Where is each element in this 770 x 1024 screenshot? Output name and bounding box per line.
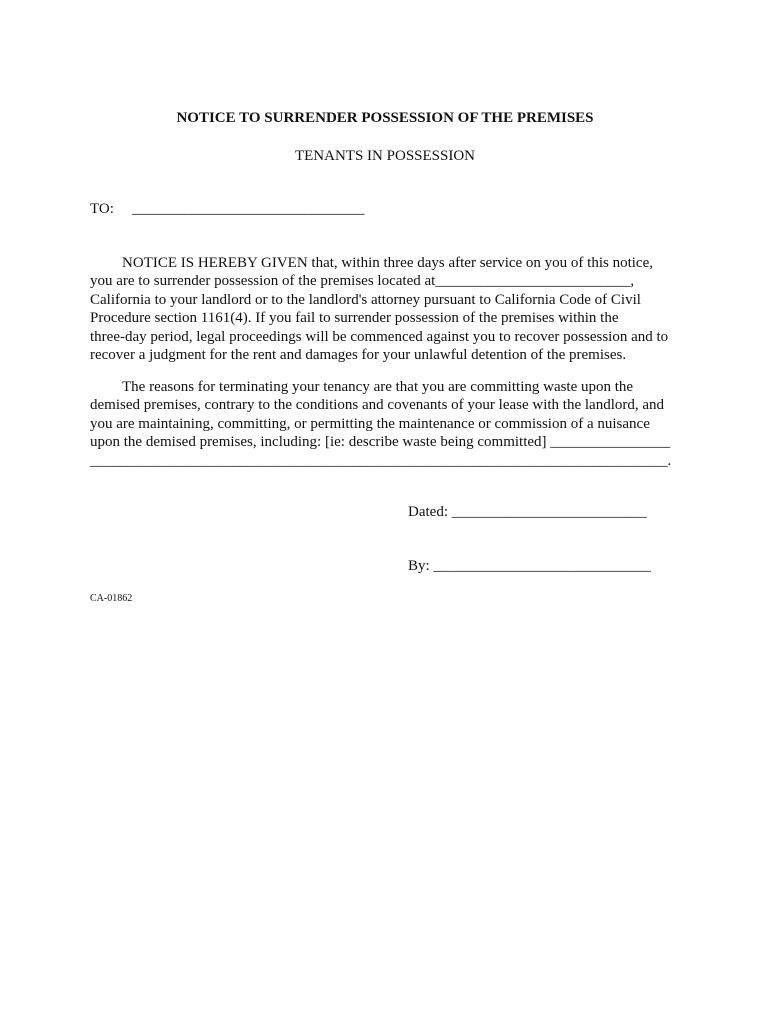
document-subtitle: TENANTS IN POSSESSION (294, 148, 476, 164)
form-id: CA-01862 (90, 593, 133, 604)
paragraph-line: The reasons for terminating your tenancy are that you are committing waste upon the (122, 379, 634, 395)
paragraph-line: three-day period, legal proceedings will be commenced against you to recover possession and to (90, 328, 669, 345)
paragraph-line: Procedure section 1161(4). If you fail to surrender possession of the premises within the (90, 310, 619, 327)
reasons-paragraph (90, 378, 680, 470)
to-label: TO: (90, 201, 114, 217)
to-blank-field: _______________________________ (131, 201, 365, 217)
to-row (90, 201, 364, 218)
paragraph-line: California to your landlord or to the landlord's attorney pursuant to California Code of Civil (90, 291, 641, 308)
signature-by-line: By: _____________________________ (408, 558, 651, 574)
paragraph-line: recover a judgment for the rent and damages for your unlawful detention of the premises. (90, 347, 627, 364)
paragraph-line: you are maintaining, committing, or permitting the maintenance or commission of a nuisance (90, 415, 650, 432)
paragraph-line: demised premises, contrary to the conditions and covenants of your lease with the landlord, and (90, 397, 665, 414)
paragraph-line: upon the demised premises, including: [ie: describe waste being committed] ________________ (90, 434, 671, 451)
paragraph-line: you are to surrender possession of the premises located at__________________________, (90, 273, 635, 290)
paragraph-line: NOTICE IS HEREBY GIVEN that, within three days after service on you of this notice, (122, 255, 653, 271)
paragraph-line: _____________________________________________________________________________. (90, 452, 672, 469)
notice-paragraph (90, 254, 680, 364)
dated-line: Dated: __________________________ (408, 504, 647, 520)
document-title: NOTICE TO SURRENDER POSSESSION OF THE PREMISES (176, 110, 594, 126)
